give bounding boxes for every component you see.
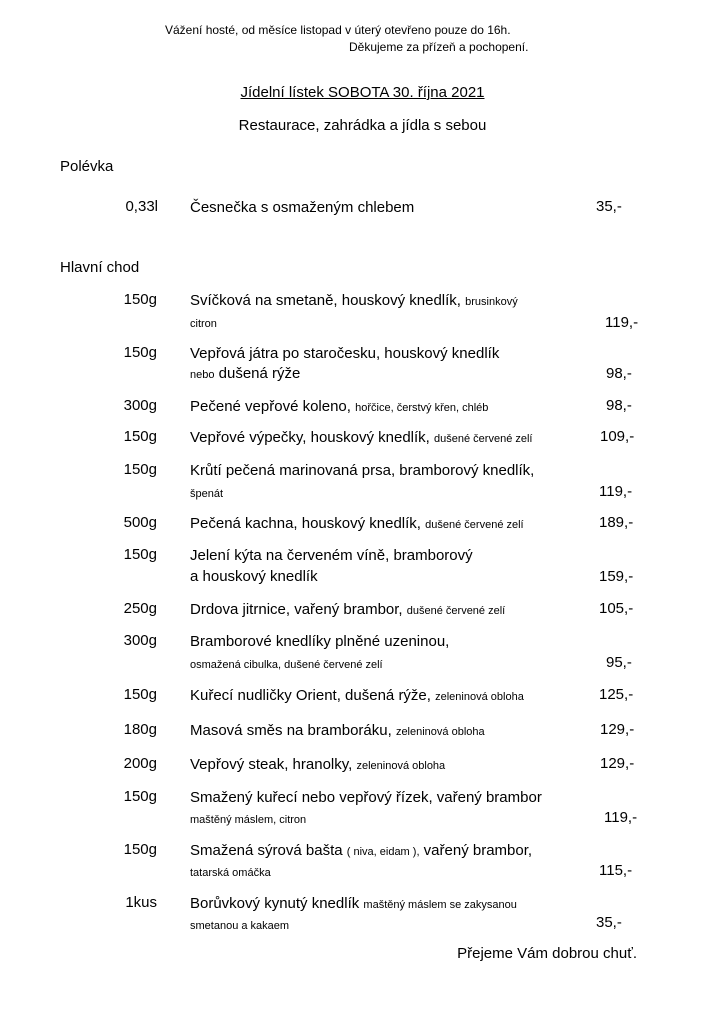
item-price: 119,- <box>604 809 638 826</box>
item-side: dušené červené zelí <box>406 605 506 617</box>
item-price: 98,- <box>606 365 632 382</box>
notice-line-1: Vážení hosté, od měsíce listopad v úterý otevřeno pouze do 16h. <box>165 23 511 37</box>
item-name: Vepřová játra po staročesku, houskový knedlík <box>190 345 500 362</box>
closing-wish: Přejeme Vám dobrou chuť. <box>457 945 637 962</box>
item-amount: 150g <box>123 291 157 308</box>
item-amount: 0,33l <box>125 198 158 215</box>
item-amount: 300g <box>123 397 157 414</box>
item-name: Krůtí pečená marinovaná prsa, bramborový knedlík, <box>190 462 535 479</box>
item-price: 125,- <box>599 686 634 703</box>
item-side: zeleninová obloha <box>356 760 446 772</box>
item-name: Borůvkový kynutý knedlík maštěný máslem se zakysanou <box>190 895 517 912</box>
item-price: 129,- <box>600 755 635 772</box>
item-price: 35,- <box>596 914 622 931</box>
item-price: 119,- <box>599 483 633 500</box>
item-name: Drdova jitrnice, vařený brambor, dušené červené zelí <box>190 601 506 618</box>
item-note: smetanou a kakaem <box>190 920 290 932</box>
item-side: zeleninová obloha <box>395 726 485 738</box>
item-note: tatarská omáčka <box>190 867 271 879</box>
item-name: Pečené vepřové koleno, hořčice, čerstvý křen, chléb <box>190 398 489 415</box>
item-note: osmažená cibulka, dušené červené zelí <box>190 659 383 671</box>
item-price: 105,- <box>599 600 634 617</box>
item-side: ( niva, eidam ), <box>346 846 420 858</box>
item-note: špenát <box>190 488 224 500</box>
item-amount: 150g <box>123 686 157 703</box>
item-amount: 150g <box>123 344 157 361</box>
item-name: Pečená kachna, houskový knedlík, dušené červené zelí <box>190 515 524 532</box>
item-name: Kuřecí nudličky Orient, dušená rýže, zeleninová obloha <box>190 687 524 704</box>
menu-title <box>0 84 725 101</box>
item-name: Svíčková na smetaně, houskový knedlík, brusinkový <box>190 292 518 309</box>
menu-title-text: Jídelní lístek SOBOTA 30. října 2021 <box>240 84 485 101</box>
menu-subtitle: Restaurace, zahrádka a jídla s sebou <box>238 117 487 134</box>
item-amount: 300g <box>123 632 157 649</box>
item-price: 115,- <box>599 862 633 879</box>
item-amount: 250g <box>123 600 157 617</box>
item-side: brusinkový <box>465 296 518 308</box>
item-amount: 150g <box>123 788 157 805</box>
item-side: hořčice, čerstvý křen, chléb <box>355 402 489 414</box>
item-amount: 150g <box>123 461 157 478</box>
item-name: Vepřové výpečky, houskový knedlík, dušené červené zelí <box>190 429 533 446</box>
item-name: Smažená sýrová bašta ( niva, eidam ), vařený brambor, <box>190 842 533 859</box>
item-name: Česnečka s osmaženým chlebem <box>190 199 415 216</box>
section-heading-soup: Polévka <box>60 158 114 175</box>
item-note: nebo dušená rýže <box>190 365 301 382</box>
item-price: 129,- <box>600 721 635 738</box>
item-price: 98,- <box>606 397 632 414</box>
item-price: 159,- <box>599 568 634 585</box>
item-note: citron <box>190 318 217 330</box>
item-price: 95,- <box>606 654 632 671</box>
item-price: 119,- <box>605 314 639 331</box>
item-amount: 150g <box>123 546 157 563</box>
item-price: 109,- <box>600 428 635 445</box>
item-price: 189,- <box>599 514 634 531</box>
item-side: zeleninová obloha <box>435 691 524 703</box>
item-note: maštěný máslem, citron <box>190 814 307 826</box>
item-price: 35,- <box>596 198 622 215</box>
item-amount: 180g <box>123 721 157 738</box>
item-side: dušené červené zelí <box>425 519 524 531</box>
item-amount: 150g <box>123 428 157 445</box>
notice-line-2: Děkujeme za přízeň a pochopení. <box>349 40 529 54</box>
item-name: Smažený kuřecí nebo vepřový řízek, vařený brambor <box>190 789 542 806</box>
item-amount: 200g <box>123 755 157 772</box>
section-heading-main: Hlavní chod <box>60 259 140 276</box>
item-amount: 1kus <box>125 894 157 911</box>
item-amount: 500g <box>123 514 157 531</box>
item-name: Vepřový steak, hranolky, zeleninová obloha <box>190 756 446 773</box>
item-name: Masová směs na bramboráku, zeleninová obloha <box>190 722 485 739</box>
item-name: Bramborové knedlíky plněné uzeninou, <box>190 633 450 650</box>
item-side: maštěný máslem se zakysanou <box>363 899 517 911</box>
item-name-line2: a houskový knedlík <box>190 568 318 585</box>
item-amount: 150g <box>123 841 157 858</box>
item-name: Jelení kýta na červeném víně, bramborový <box>190 547 473 564</box>
item-side: dušené červené zelí <box>434 433 533 445</box>
